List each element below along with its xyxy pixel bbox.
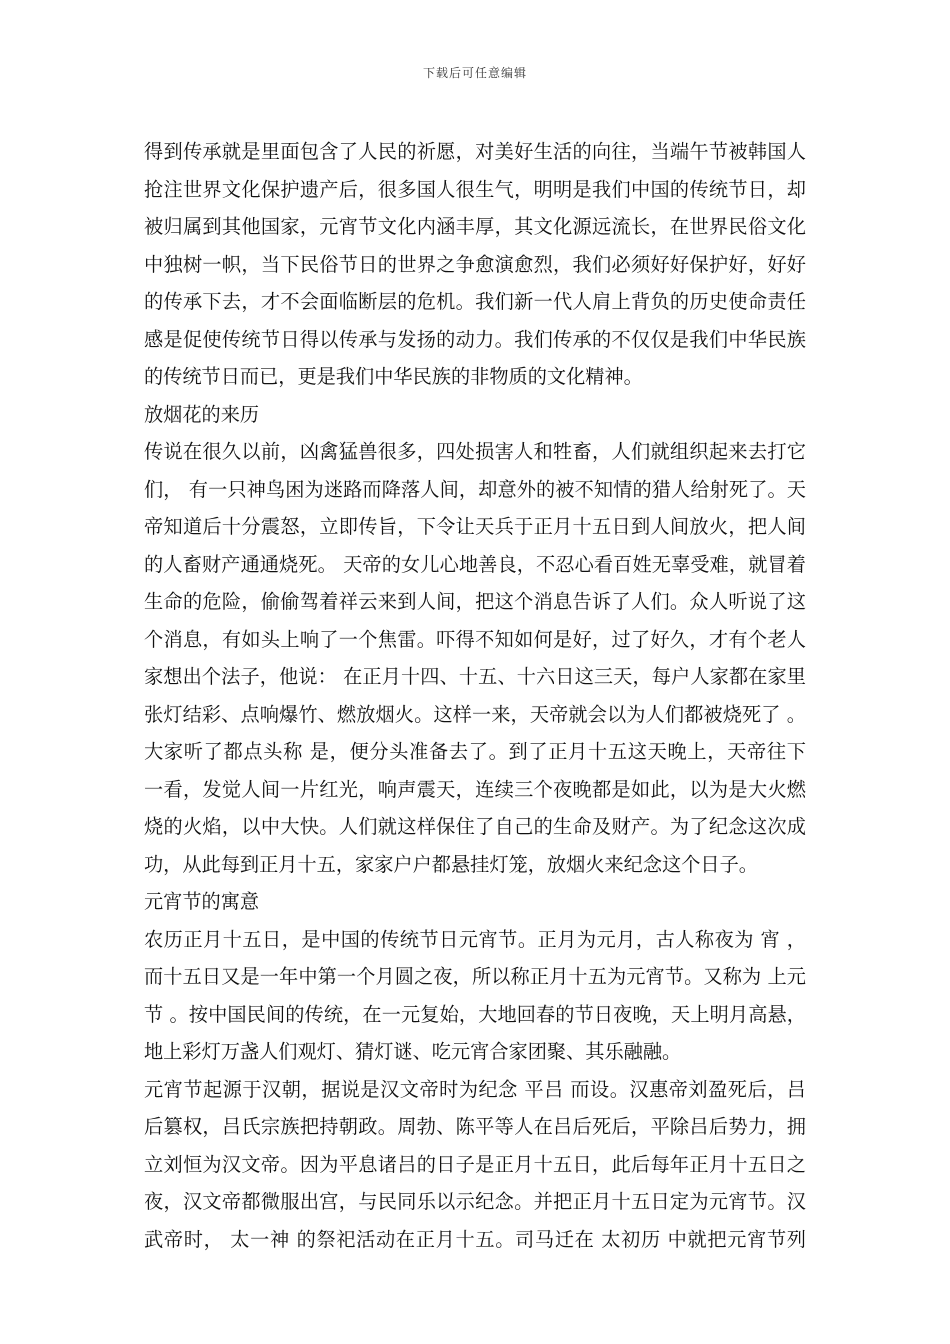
- text-line: 武帝时， 太一神 的祭祀活动在正月十五。司马迁在 太初历 中就把元宵节列: [144, 1227, 806, 1251]
- text-line: 中独树一帜，当下民俗节日的世界之争愈演愈烈，我们必须好好保护好，好好: [144, 252, 806, 276]
- page-header: 下载后可任意编辑: [422, 66, 527, 80]
- text-line: 农历正月十五日，是中国的传统节日元宵节。正月为元月，古人称夜为 宵 ，: [144, 927, 806, 951]
- text-line: 一看，发觉人间一片红光，响声震天，连续三个夜晚都是如此，以为是大火燃: [144, 777, 806, 801]
- text-line: 功，从此每到正月十五，家家户户都悬挂灯笼，放烟火来纪念这个日子。: [144, 852, 758, 876]
- text-line: 们， 有一只神鸟困为迷路而降落人间，却意外的被不知情的猎人给射死了。天: [144, 477, 806, 501]
- section-heading: 放烟花的来历: [144, 402, 260, 426]
- section-heading: 元宵节的寓意: [144, 890, 260, 913]
- text-line: 夜，汉文帝都微服出宫，与民同乐以示纪念。并把正月十五日定为元宵节。汉: [144, 1190, 806, 1213]
- text-line: 张灯结彩、点响爆竹、燃放烟火。这样一来，天帝就会以为人们都被烧死了 。: [144, 702, 806, 726]
- text-line: 个消息，有如头上响了一个焦雷。吓得不知如何是好，过了好久，才有个老人: [144, 627, 806, 651]
- text-line: 的传承下去，才不会面临断层的危机。我们新一代人肩上背负的历史使命责任: [144, 290, 806, 313]
- text-line: 节 。按中国民间的传统，在一元复始，大地回春的节日夜晚，天上明月高悬，: [144, 1002, 806, 1026]
- text-line: 生命的危险，偷偷驾着祥云来到人间，把这个消息告诉了人们。众人听说了这: [144, 590, 806, 613]
- text-line: 传说在很久以前，凶禽猛兽很多，四处损害人和牲畜，人们就组织起来去打它: [144, 440, 806, 463]
- text-line: 而十五日又是一年中第一个月圆之夜，所以称正月十五为元宵节。又称为 上元: [144, 965, 806, 988]
- text-line: 得到传承就是里面包含了人民的祈愿，对美好生活的向往，当端午节被韩国人: [144, 140, 806, 163]
- text-line: 帝知道后十分震怒，立即传旨，下令让天兵于正月十五日到人间放火，把人间: [144, 515, 806, 538]
- text-line: 的人畜财产通通烧死。 天帝的女儿心地善良，不忍心看百姓无辜受难，就冒着: [144, 552, 806, 576]
- text-line: 家想出个法子，他说： 在正月十四、十五、十六日这三天，每户人家都在家里: [144, 665, 806, 688]
- text-line: 被归属到其他国家，元宵节文化内涵丰厚，其文化源远流长，在世界民俗文化: [144, 215, 806, 238]
- text-line: 烧的火焰，以中大快。人们就这样保住了自己的生命及财产。为了纪念这次成: [144, 815, 806, 838]
- text-line: 元宵节起源于汉朝，据说是汉文帝时为纪念 平吕 而设。汉惠帝刘盈死后，吕: [144, 1077, 806, 1101]
- text-line: 后篡权，吕氏宗族把持朝政。周勃、陈平等人在吕后死后，平除吕后势力，拥: [144, 1115, 806, 1138]
- text-line: 的传统节日而已，更是我们中华民族的非物质的文化精神。: [144, 365, 643, 388]
- text-line: 抢注世界文化保护遗产后，很多国人很生气，明明是我们中国的传统节日，却: [144, 177, 806, 201]
- document-body: [144, 133, 806, 1258]
- text-line: 大家听了都点头称 是，便分头准备去了。到了正月十五这天晚上，天帝往下: [144, 740, 806, 763]
- text-line: 地上彩灯万盏人们观灯、猜灯谜、吃元宵合家团聚、其乐融融。: [144, 1040, 682, 1063]
- text-line: 感是促使传统节日得以传承与发扬的动力。我们传承的不仅仅是我们中华民族: [144, 327, 806, 351]
- text-line: 立刘恒为汉文帝。因为平息诸吕的日子是正月十五日，此后每年正月十五日之: [144, 1152, 806, 1176]
